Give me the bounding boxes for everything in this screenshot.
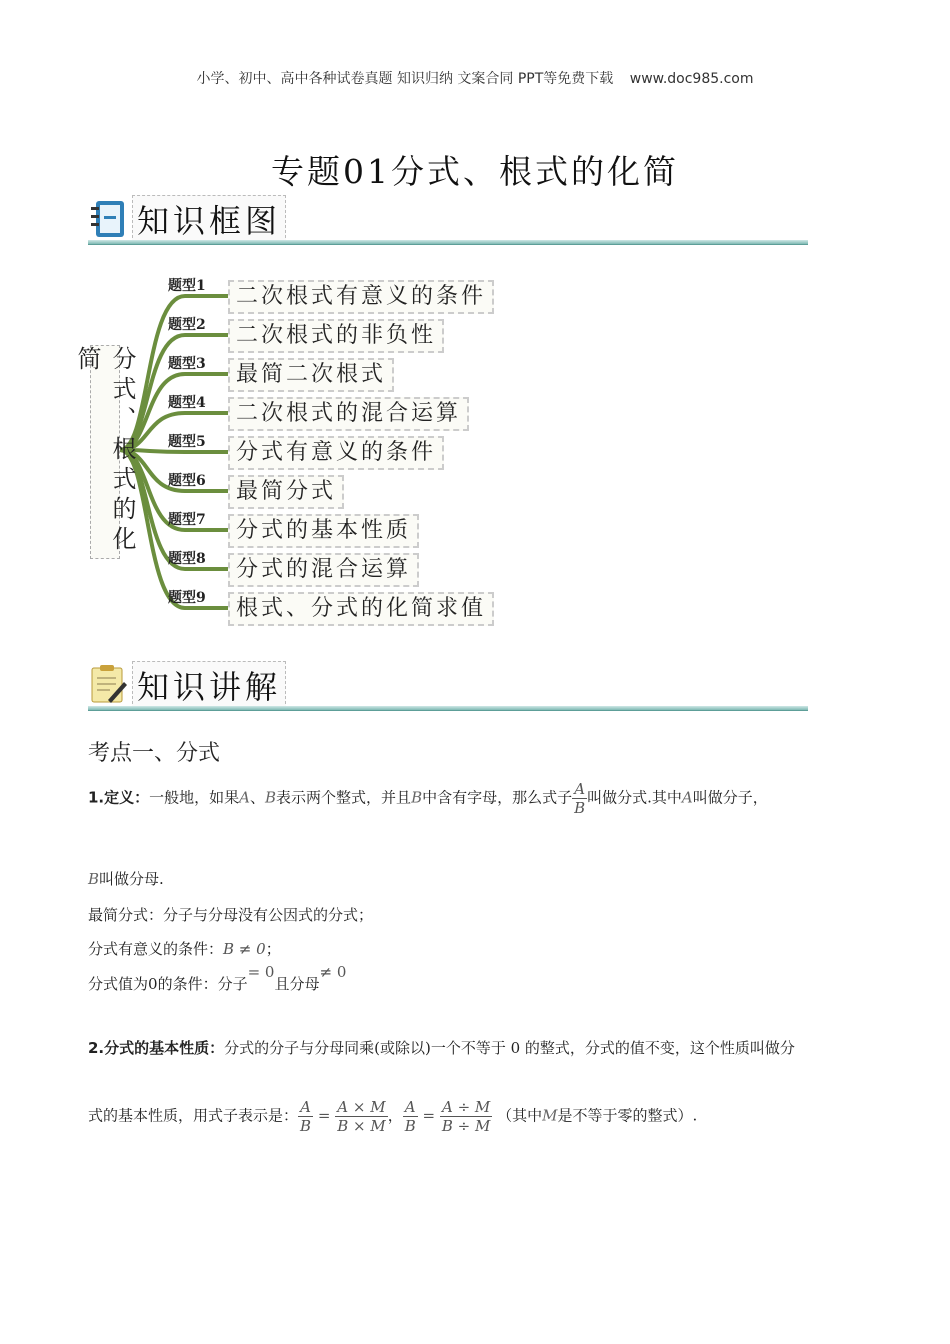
basic-property-line: 2.分式的基本性质：分式的分子与分母同乘(或除以)一个不等于 0 的整式，分式的值不变，这个性质叫做分 — [88, 1039, 795, 1057]
page-title: 专题01分式、根式的化简 — [271, 152, 679, 191]
mindmap-node-4: 二次根式的混合运算 — [228, 397, 469, 431]
simplest-fraction: 最简分式：分子与分母没有公因式的分式； — [88, 906, 374, 924]
notepad-pen-icon — [88, 664, 128, 706]
mindmap-node-8: 分式的混合运算 — [228, 553, 419, 587]
definition-label: 1.定义： — [88, 788, 150, 807]
mindmap-node-5: 分式有意义的条件 — [228, 436, 444, 470]
fraction-a-over-b: $\frac{A}{B}$ — [574, 780, 586, 817]
definition-line: 1.定义：一般地，如果A、B表示两个整式，并且B中含有字母，那么式子 $\frac{A}{B}$ 叫做分式.其中A叫做分子， — [88, 780, 768, 817]
mindmap-node-6: 最简分式 — [228, 475, 344, 509]
fraction-a-b: $\frac{A}{B}$ — [300, 1098, 312, 1135]
kp-title: 考点一、分式 — [88, 741, 221, 766]
mindmap-node-1: 二次根式有意义的条件 — [228, 280, 494, 314]
site-url[interactable]: www.doc985.com — [629, 71, 754, 87]
meaningful-condition: 分式有意义的条件：B ≠ 0； — [88, 940, 281, 958]
mindmap-label-4: 题型4 — [168, 395, 206, 411]
mindmap-node-7: 分式的基本性质 — [228, 514, 419, 548]
mindmap-label-3: 题型3 — [168, 356, 206, 372]
fraction-am-bm: $\frac{A \times M}{B \times M}$ — [337, 1098, 386, 1135]
basic-property-formula: 式的基本性质，用式子表示是： $\frac{A}{B}$ = $\frac{A \times M}{B \times M}$ ， $\frac{A}{B}$ = $\frac{A \div M}{B \div M}$ （其中M是不等于零的整式）. — [88, 1098, 698, 1135]
section-explanation-header — [88, 660, 286, 710]
mindmap-label-2: 题型2 — [168, 317, 206, 333]
mindmap-node-3: 最简二次根式 — [228, 358, 394, 392]
mindmap-label-1: 题型1 — [168, 278, 206, 294]
section-explanation-title: 知识讲解 — [132, 661, 286, 709]
mindmap-root: 分式、根式的化简 — [90, 345, 120, 559]
mindmap-label-9: 题型9 — [168, 590, 206, 606]
mindmap-label-8: 题型8 — [168, 551, 206, 567]
basic-property-label: 2.分式的基本性质： — [88, 1039, 225, 1057]
mindmap-node-9: 根式、分式的化简求值 — [228, 592, 494, 626]
mindmap-label-7: 题型7 — [168, 512, 206, 528]
fraction-a-b-2: $\frac{A}{B}$ — [404, 1098, 416, 1135]
header-text: 小学、初中、高中各种试卷真题 知识归纳 文案合同 PPT等免费下载 — [196, 71, 614, 87]
mindmap-node-2: 二次根式的非负性 — [228, 319, 444, 353]
fraction-adivm-bdivm: $\frac{A \div M}{B \div M}$ — [441, 1098, 491, 1135]
definition-line-2: B叫做分母. — [88, 870, 164, 888]
mindmap-label-6: 题型6 — [168, 473, 206, 489]
section-framework-title: 知识框图 — [132, 195, 286, 243]
mindmap-label-5: 题型5 — [168, 434, 206, 450]
section-divider — [88, 706, 808, 711]
zero-condition: 分式值为0的条件：分子= 0且分母≠ 0 — [88, 963, 347, 993]
